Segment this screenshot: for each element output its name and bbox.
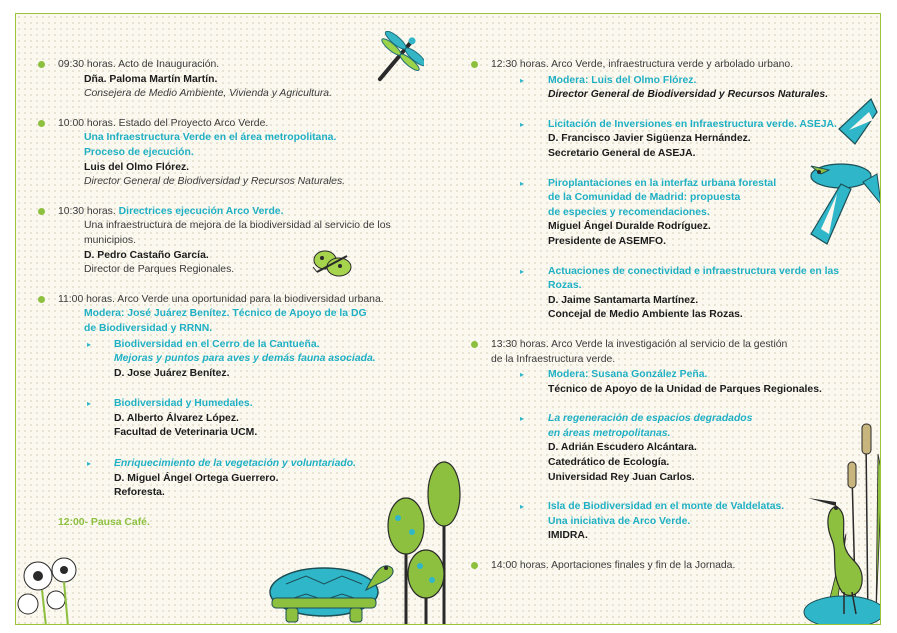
talk-title: Isla de Biodiversidad en el monte de Valdelatas.	[548, 501, 785, 513]
moderator: Modera: Susana González Peña.	[548, 369, 708, 381]
talk-title: en áreas metropolitanas.	[548, 427, 671, 439]
session-time: 09:30 horas. Acto de Inauguración.	[58, 59, 220, 70]
bullet-dot	[471, 61, 478, 68]
session-time: 14:00 horas. Aportaciones finales y fin de la Jornada.	[491, 560, 736, 572]
speaker-org: Catedrático de Ecología.	[548, 457, 670, 469]
bullet-dot	[38, 208, 45, 215]
speaker-org: Presidente de ASEMFO.	[548, 235, 666, 247]
heron-icon	[786, 414, 881, 625]
bird-icon	[791, 94, 881, 259]
speaker-org: Reforesta.	[114, 487, 165, 499]
triangle-bullet-icon: ▸	[87, 339, 92, 349]
speaker-name: Dña. Paloma Martín Martín.	[84, 73, 218, 85]
talk-title: Biodiversidad y Humedales.	[114, 398, 253, 410]
turtle-icon	[266, 554, 396, 625]
dragonfly-icon	[368, 31, 424, 89]
session-time: 10:00 horas. Estado del Proyecto Arco Verde.	[58, 117, 269, 129]
moderator-role: Director General de Biodiversidad y Recursos Naturales.	[548, 89, 829, 101]
triangle-bullet-icon: ▸	[520, 502, 525, 512]
session-time: 13:30 horas. Arco Verde la investigación al servicio de la gestión	[491, 338, 788, 350]
talk-title: Piroplantaciones en la interfaz urbana forestal	[548, 177, 777, 189]
program-page	[15, 13, 881, 625]
speaker-name: Luis del Olmo Flórez.	[84, 161, 190, 173]
butterfly-icon	[311, 247, 353, 281]
moderator: Modera: Luis del Olmo Flórez.	[548, 74, 697, 86]
triangle-bullet-icon: ▸	[520, 266, 525, 276]
session-1000	[38, 117, 458, 190]
talk-title: Biodiversidad en el Cerro de la Cantueña.	[114, 338, 320, 350]
speaker-role: Director de Parques Regionales.	[84, 264, 235, 276]
flower-icon	[16, 554, 96, 625]
speaker-org: IMIDRA.	[548, 530, 588, 542]
talk-title: Una Infraestructura Verde en el área metropolitana.	[84, 132, 337, 144]
speaker-name: D. Miguel Ángel Ortega Guerrero.	[114, 472, 279, 484]
moderator: de Biodiversidad y RRNN.	[84, 322, 213, 334]
session-time: de la Infraestructura verde.	[491, 353, 616, 365]
triangle-bullet-icon: ▸	[520, 119, 525, 129]
bullet-dot	[38, 296, 45, 303]
talk-title: La regeneración de espacios degradados	[548, 413, 753, 425]
triangle-bullet-icon: ▸	[520, 370, 525, 380]
speaker-org: Concejal de Medio Ambiente las Rozas.	[548, 309, 743, 321]
talk-title: Licitación de Inversiones en Infraestructura verde. ASEJA.	[548, 118, 837, 130]
talk-title: Rozas.	[548, 280, 582, 292]
triangle-bullet-icon: ▸	[520, 178, 525, 188]
talk-title: Una iniciativa de Arco Verde.	[548, 515, 691, 527]
triangle-bullet-icon: ▸	[520, 75, 525, 85]
bullet-dot	[38, 120, 45, 127]
talk-title: Enriquecimiento de la vegetación y voluntariado.	[114, 458, 356, 470]
talk-title: de la Comunidad de Madrid: propuesta	[548, 192, 741, 204]
speaker-name: Miguel Ángel Duralde Rodríguez.	[548, 221, 711, 233]
speaker-org: Facultad de Veterinaria UCM.	[114, 427, 258, 439]
speaker-name: D. Francisco Javier Sigüenza Hernández.	[548, 133, 751, 145]
tree-icon	[384, 454, 476, 625]
triangle-bullet-icon: ▸	[87, 459, 92, 469]
triangle-bullet-icon: ▸	[87, 399, 92, 409]
session-time: 12:30 horas. Arco Verde, infraestructura verde y arbolado urbano.	[491, 59, 794, 70]
talk-item	[491, 265, 871, 323]
talk-title: Actuaciones de conectividad e infraestructura verde en las	[548, 265, 840, 277]
triangle-bullet-icon: ▸	[520, 414, 525, 424]
talk-subtitle: Mejoras y puntos para aves y demás fauna asociada.	[114, 353, 376, 365]
coffee-break: 12:00- Pausa Café.	[58, 516, 150, 528]
moderator-role: Técnico de Apoyo de la Unidad de Parques Regionales.	[548, 383, 822, 395]
speaker-role: Consejera de Medio Ambiente, Vivienda y Agricultura.	[84, 88, 332, 100]
talk-title: de especies y recomendaciones.	[548, 206, 710, 218]
talk-description: Una infraestructura de mejora de la biodiversidad al servicio de los	[84, 220, 391, 232]
bullet-dot	[471, 341, 478, 348]
speaker-org: Secretario General de ASEJA.	[548, 147, 696, 159]
session-header	[58, 205, 458, 220]
bullet-dot	[38, 61, 45, 68]
speaker-role: Director General de Biodiversidad y Recursos Naturales.	[84, 176, 346, 188]
speaker-org: Universidad Rey Juan Carlos.	[548, 471, 695, 483]
talk-title: Proceso de ejecución.	[84, 146, 194, 158]
session-time: 11:00 horas. Arco Verde una oportunidad para la biodiversidad urbana.	[58, 293, 384, 305]
speaker-name: D. Jose Juárez Benítez.	[114, 367, 230, 379]
speaker-name: D. Pedro Castaño García.	[84, 249, 209, 261]
moderator: Modera: José Juárez Benítez. Técnico de Apoyo de la DG	[84, 308, 367, 320]
talk-item	[58, 397, 458, 441]
moderator-block	[491, 368, 871, 397]
speaker-name: D. Jaime Santamarta Martínez.	[548, 294, 699, 306]
session-1030	[38, 205, 458, 278]
session-time: 10:30 horas.	[58, 205, 116, 217]
talk-item	[58, 338, 458, 382]
speaker-name: D. Alberto Álvarez López.	[114, 412, 239, 424]
talk-description: municipios.	[84, 234, 136, 246]
talk-title: Directrices ejecución Arco Verde.	[118, 205, 284, 217]
speaker-name: D. Adrián Escudero Alcántara.	[548, 442, 697, 454]
